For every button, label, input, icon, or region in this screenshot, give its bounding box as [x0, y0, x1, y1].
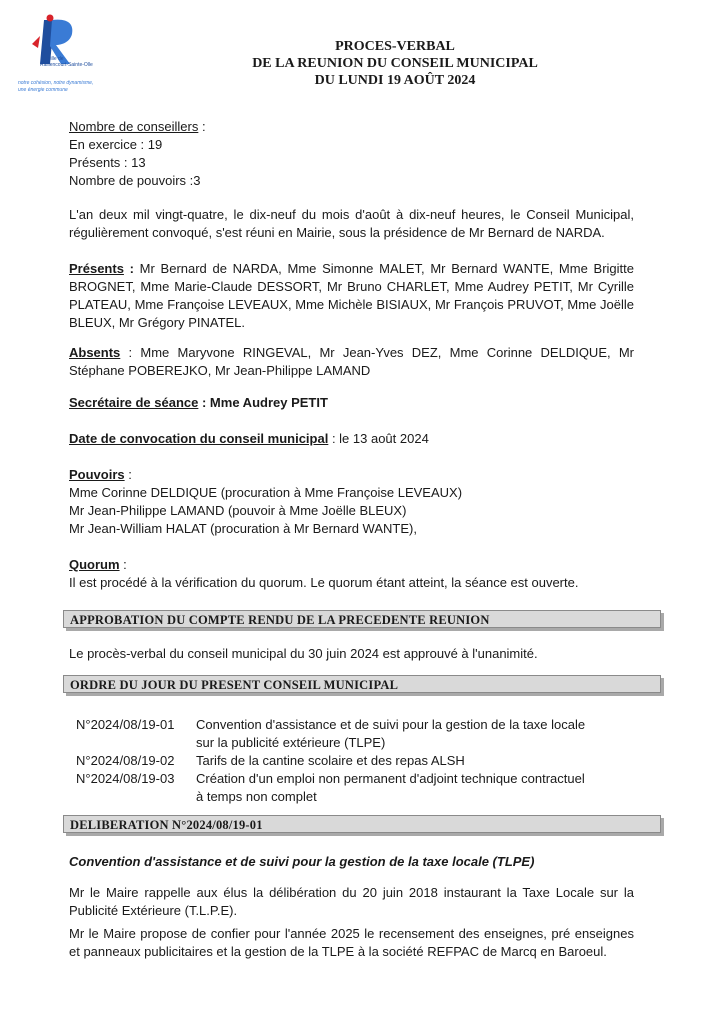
pouvoir-item: Mr Jean-Philippe LAMAND (pouvoir à Mme Joëlle BLEUX) [69, 503, 407, 518]
section-ordre-header: ORDRE DU JOUR DU PRESENT CONSEIL MUNICIPAL [63, 675, 661, 693]
deliberation-para-1: Mr le Maire rappelle aux élus la délibération du 20 juin 2018 instaurant la Taxe Locale sur la Publicité Extérieure (T.L.P.E). [69, 885, 634, 918]
agenda-item-label-cont: sur la publicité extérieure (TLPE) [196, 735, 386, 750]
section-deliberation-header: DELIBERATION N°2024/08/19-01 [63, 815, 661, 833]
deliberation-para-2: Mr le Maire propose de confier pour l'année 2025 le recensement des enseignes, pré enseignes et panneaux publicitaires et la gestion de la TLPE à la société REFPAC de Marcq en Baroeul. [69, 926, 634, 959]
quorum-sep: : [119, 557, 127, 572]
convocation-label: Date de convocation du conseil municipal [69, 431, 329, 446]
presents-list: Mr Bernard de NARDA, Mme Simonne MALET, Mr Bernard WANTE, Mme Brigitte BROGNET, Mme Marie-Claude DESSORT, Mr Bruno CHARLET, Mme Audrey PETIT, Mr Cyrille PLATEAU, Mme Françoise LEVEAUX, Mme Michèle BISIAUX, Mr François PRUVOT, Mme Joëlle BLEUX, Mr Grégory PINATEL. [69, 261, 634, 330]
pouvoirs-block [69, 466, 634, 538]
logo-tagline-2: une énergie commune [18, 87, 68, 93]
title-line-3: DU LUNDI 19 AOÛT 2024 [314, 73, 476, 88]
agenda-list [76, 716, 646, 806]
absents-list: Mme Maryvone RINGEVAL, Mr Jean-Yves DEZ, Mme Corinne DELDIQUE, Mr Stéphane POBEREJKO, Mr Jean-Philippe LAMAND [69, 345, 634, 378]
convocation-value: : le 13 août 2024 [328, 431, 429, 446]
agenda-item-label-cont: à temps non complet [196, 789, 317, 804]
agenda-item-label: Tarifs de la cantine scolaire et des repas ALSH [196, 753, 465, 768]
quorum-block [69, 556, 634, 592]
pouvoirs-label: Pouvoirs [69, 467, 125, 482]
logo-tagline-1: notre cohésion, notre dynamisme, [18, 80, 94, 86]
pouvoirs-sep: : [124, 467, 132, 482]
pouvoir-item: Mme Corinne DELDIQUE (procuration à Mme Françoise LEVEAUX) [69, 485, 463, 500]
counts-pouvoirs: Nombre de pouvoirs :3 [69, 173, 201, 188]
secretaire-value: : Mme Audrey PETIT [198, 395, 328, 410]
logo-text-town: Raillencourt-Sainte-Olle [40, 62, 93, 68]
counts-block [69, 118, 634, 190]
agenda-item-number: N°2024/08/19-03 [76, 771, 175, 786]
agenda-item-label: Création d'un emploi non permanent d'adjoint technique contractuel [196, 771, 585, 786]
section-approbation-header: APPROBATION DU COMPTE RENDU DE LA PRECEDENTE REUNION [63, 610, 661, 628]
presents-sep: : [123, 261, 140, 276]
title-line-2: DE LA REUNION DU CONSEIL MUNICIPAL [252, 56, 538, 71]
counts-exercice: En exercice : 19 [69, 137, 163, 152]
presents-label: Présents [69, 261, 124, 276]
intro-paragraph: L'an deux mil vingt-quatre, le dix-neuf du mois d'août à dix-neuf heures, le Conseil Municipal, régulièrement convoqué, s'est réuni en Mairie, sous la présidence de Mr Bernard de NARDA. [69, 207, 634, 240]
absents-paragraph [69, 344, 634, 380]
secretaire-line [69, 394, 634, 412]
agenda-item [76, 716, 646, 752]
agenda-item [76, 752, 646, 770]
deliberation-subtitle: Convention d'assistance et de suivi pour la gestion de la taxe locale (TLPE) [69, 854, 535, 869]
agenda-item-label: Convention d'assistance et de suivi pour la gestion de la taxe locale [196, 717, 586, 732]
agenda-item [76, 770, 646, 806]
absents-sep: : [120, 345, 141, 360]
convocation-line [69, 430, 634, 448]
quorum-text: Il est procédé à la vérification du quorum. Le quorum étant atteint, la séance est ouverte. [69, 575, 579, 590]
agenda-item-number: N°2024/08/19-02 [76, 753, 175, 768]
counts-heading: Nombre de conseillers [69, 119, 199, 134]
counts-presents: Présents : 13 [69, 155, 146, 170]
presents-paragraph [69, 260, 634, 332]
secretaire-label: Secrétaire de séance [69, 395, 199, 410]
title-line-1: PROCES-VERBAL [335, 39, 455, 54]
approbation-text: Le procès-verbal du conseil municipal du 30 juin 2024 est approuvé à l'unanimité. [69, 646, 538, 661]
absents-label: Absents [69, 345, 121, 360]
quorum-label: Quorum [69, 557, 120, 572]
logo-text-ville: ville de [48, 56, 64, 62]
counts-heading-suffix: : [198, 119, 206, 134]
pouvoir-item: Mr Jean-William HALAT (procuration à Mr Bernard WANTE), [69, 521, 417, 536]
document-title [200, 38, 590, 89]
agenda-item-number: N°2024/08/19-01 [76, 717, 175, 732]
